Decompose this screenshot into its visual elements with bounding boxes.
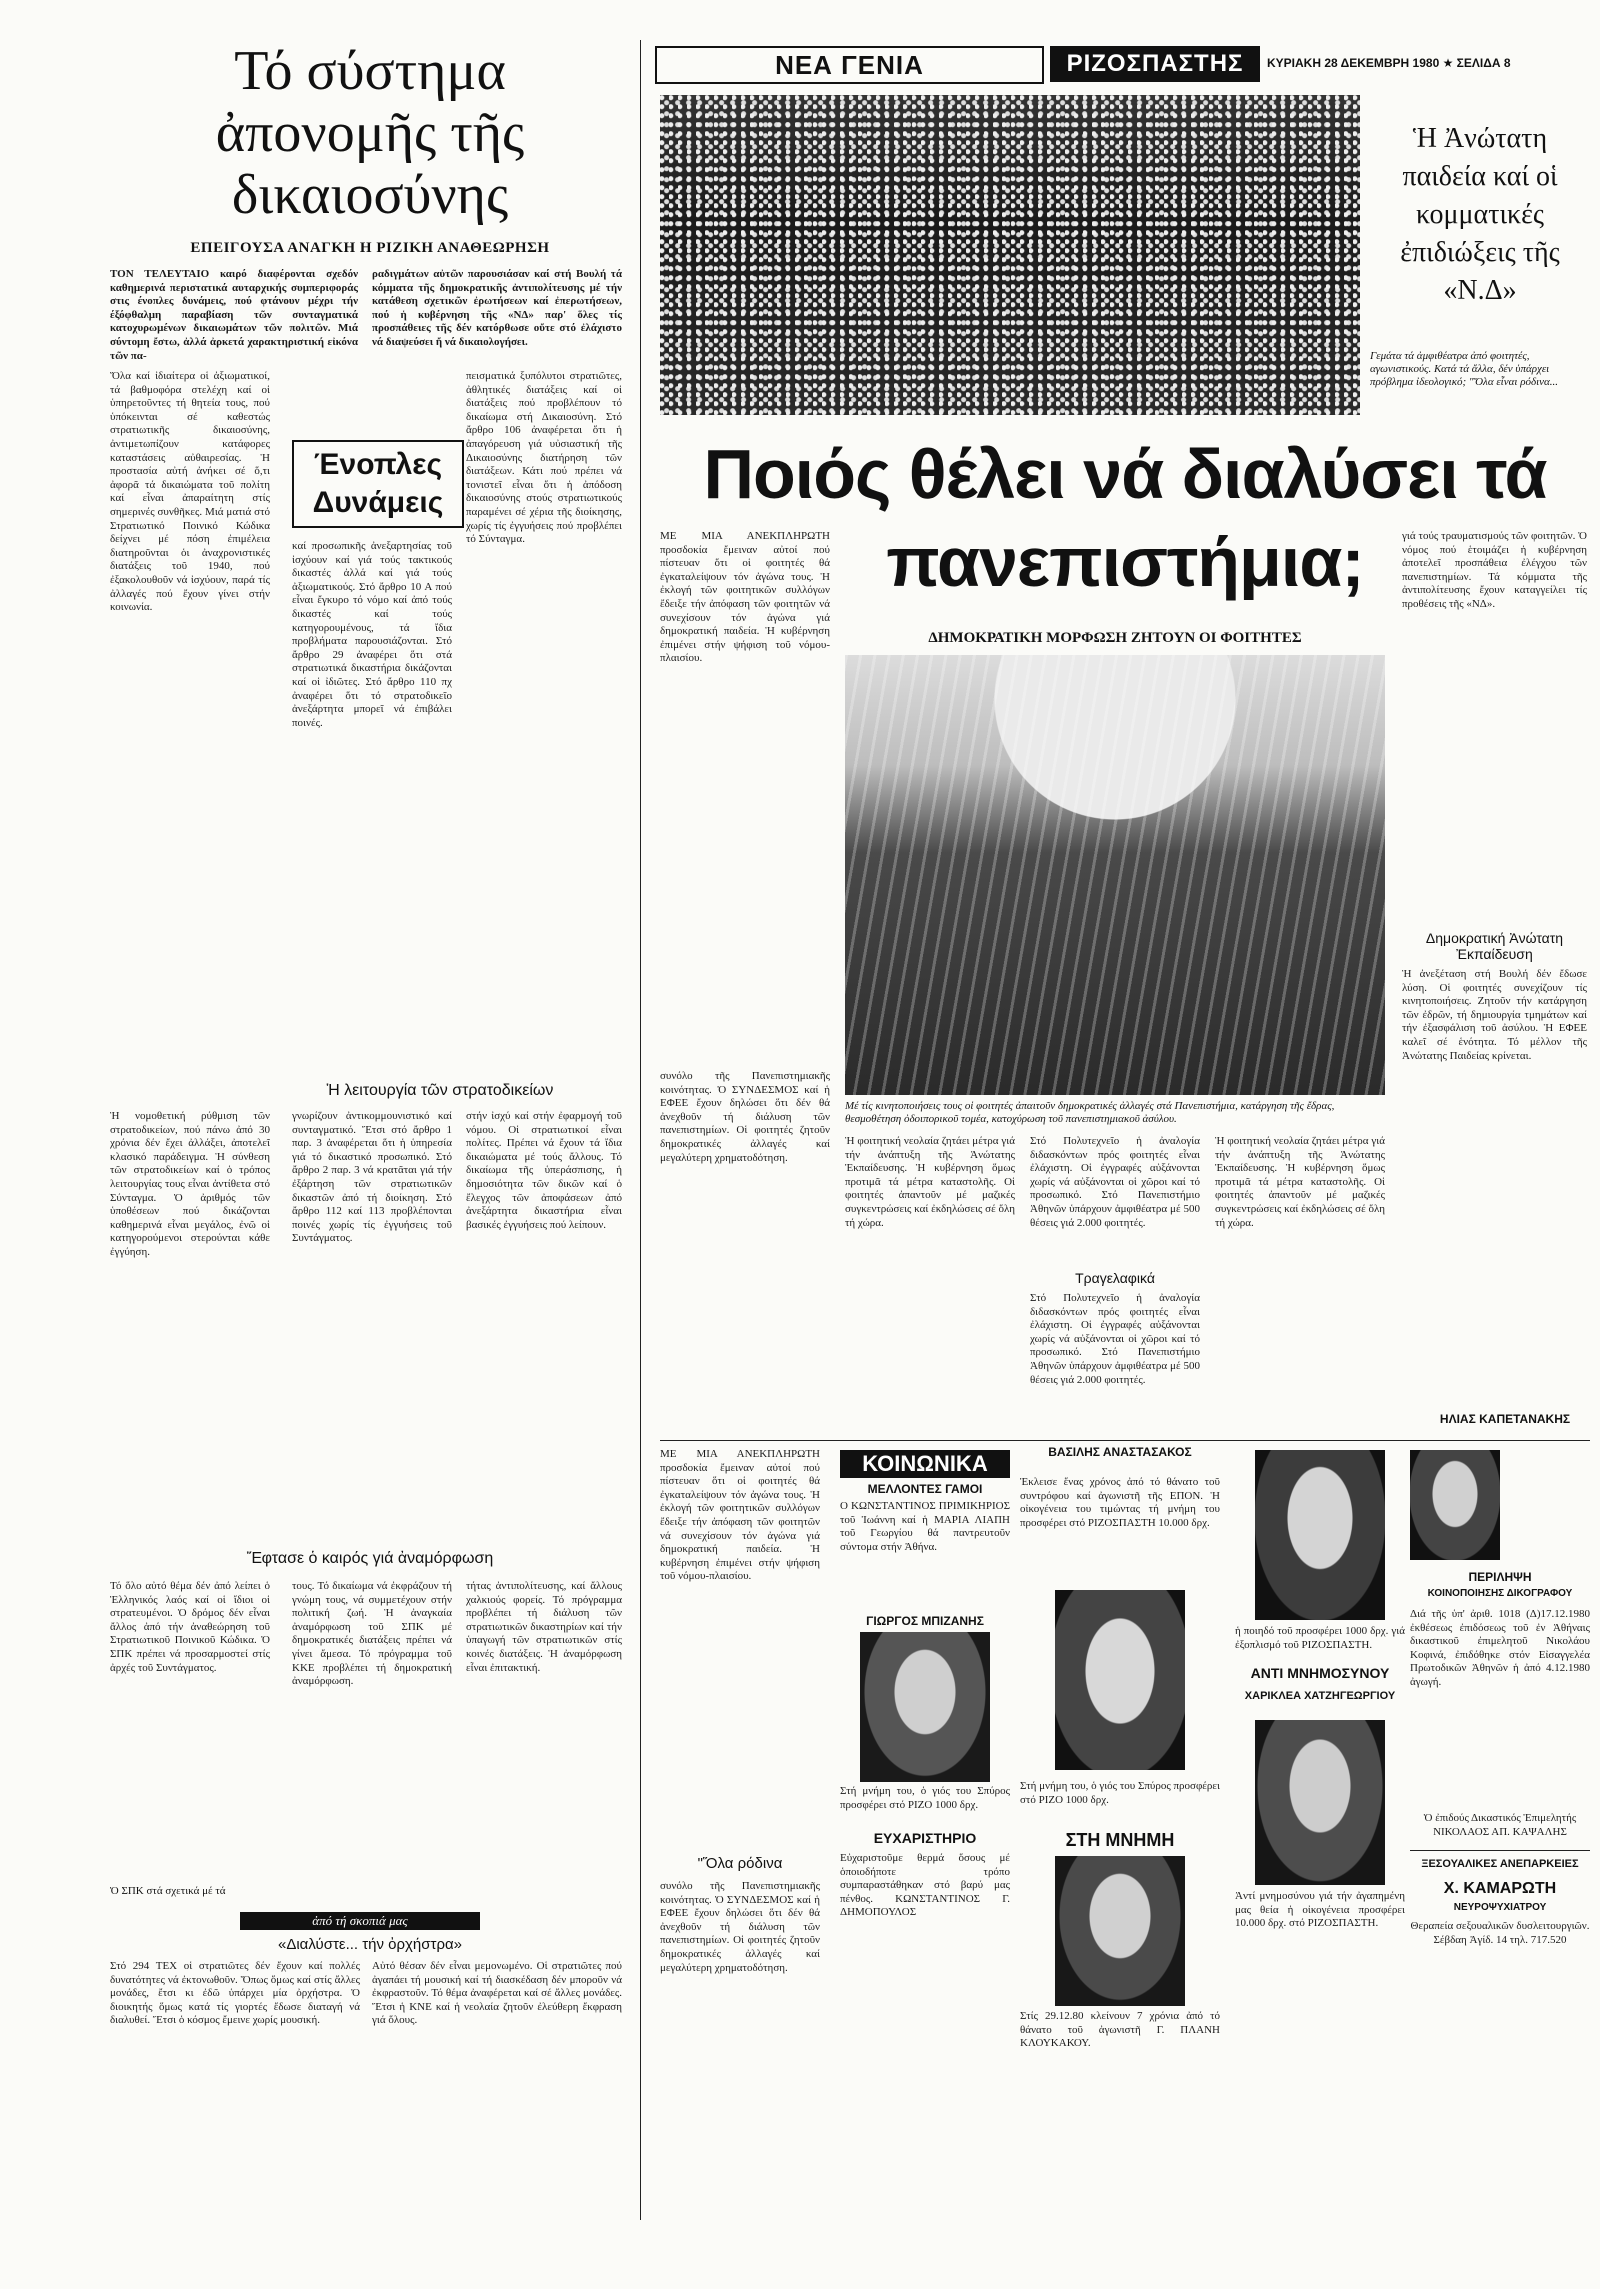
left-col-2: καί προσωπικῆς ἀνεξαρτησίας τοῦ ἰσχύουν καί γιά τούς τακτικούς δικαστές ἀλλά καί γιά τούς ἀξιωματικούς. Στό ἄρθρο 10 Α πού εἶναι ἔγκυρο τό νόμο καί ἀπό τούς δικαστές καί τούς κατηγορουμένους, τά ἴδια προβλήματα παρουσιάζονται. Στό ἄρθρο 29 ἀναφέρει ὅτι στά στρατιωτικά δικαστήρια δικάζονται καί οἱ ἰδιῶτες. Στό ἄρθρο 110 πχ ἀναφέρει ὅτι τό στρατοδικεῖο ἀνεξάρτητα μπορεῖ νά ἐπιβάλει ποινές. (292, 540, 452, 729)
clinic-rule (1410, 1850, 1590, 1851)
masthead (655, 40, 1590, 88)
paper-logo (1050, 46, 1260, 82)
column-divider (640, 40, 641, 2220)
koinonika-text: Ο ΚΩΝΣΤΑΝΤΙΝΟΣ ΠΡΙΜΙΚΗΡΙΟΣ τοῦ Ἰωάννη καί ἡ ΜΑΡΙΑ ΛΙΑΠΗ τοῦ Γεωργίου θά παντρευτοῦν σύντομα στήν Ἀθήνα. (840, 1500, 1010, 1553)
clinic-role: ΝΕΥΡΟΨΥΧΙΑΤΡΟΥ (1453, 1902, 1547, 1913)
photo-caption-top: Γεμάτα τά ἀμφιθέατρα ἀπό φοιτητές, αγωνιστικούς. Κατά τά ἄλλα, δέν ὑπάρχει πρόβλημα ἰδεολογικό; "Ὅλα εἶναι ρόδινα... (1370, 350, 1559, 388)
right-mid-1: Ἡ φοιτητική νεολαία ζητάει μέτρα γιά τήν ἀνάπτυξη τῆς Ἀνώτατης Ἐκπαίδευσης. Ἡ κυβέρνηση ὅμως προτιμᾶ τά μέτρα καταστολῆς. Οἱ φοιτητές ἀπαντοῦν μέ μαζικές συγκεντρώσεις καί ἐκδηλώσεις σέ ὅλη τή χώρα. (845, 1135, 1015, 1229)
right-mid-4: Ἡ φοιτητική νεολαία ζητάει μέτρα γιά τήν ἀνάπτυξη τῆς Ἀνώτατης Ἐκπαίδευσης. Ἡ κυβέρνηση ὅμως προτιμᾶ τά μέτρα καταστολῆς. Οἱ φοιτητές ἀπαντοῦν μέ μαζικές συγκεντρώσεις καί ἐκδηλώσεις σέ ὅλη τή χώρα. (1215, 1135, 1385, 1229)
portrait-3 (1055, 1856, 1185, 2006)
section-box (655, 46, 1044, 84)
thanks-text: Εὐχαριστοῦμε θερμά ὅσους μέ ὁποιοδήποτε τρόπο συμπαραστάθηκαν στό βαρύ μας πένθος. ΚΩΝΣΤΑΝΤΙΝΟΣ Γ. ΔΗΜΟΠΟΥΛΟΣ (840, 1852, 1010, 1919)
right-col-4: Ἡ ἀνεξέταση στή Βουλή δέν ἔδωσε λύση. Οἱ φοιτητές συνεχίζουν τίς κινητοποιήσεις. Ζητοῦν τήν κατάργηση τῶν ἐδρῶν, τή δημιουργία τμημάτων καί τήν ἐξασφάλιση τοῦ ἀσύλου. Ἡ ΕΦΕΕ καλεῖ σέ ἑνότητα. Τό μέλλον τῆς Ἀνώτατης Παιδείας κρίνεται. (1402, 968, 1587, 1062)
armed-forces-label: Ένοπλες Δυνάμεις (312, 448, 444, 519)
name2-note: Στή μνήμη του, ὁ γιός του Σπύρος προσφέρει στό ΡΙΖΟ 1000 δρχ. (1020, 1780, 1220, 1806)
right-mid-3: Στό Πολυτεχνεῖο ἡ ἀναλογία διδασκόντων πρός φοιτητές εἶναι ἐλάχιστη. Οἱ ἐγγραφές αὐξάνονται χωρίς νά αὐξάνονται οἱ χῶροι καί τό προσωπικό. Στό Πανεπιστήμιο Ἀθηνῶν ὑπάρχουν ἀμφιθέατρα μέ 500 θέσεις γιά 2.000 φοιτητές. (1030, 1292, 1200, 1386)
right-col-rosy: συνόλο τῆς Πανεπιστημιακῆς κοινότητας. Ὁ ΣΥΝΔΕΣΜΟΣ καί ἡ ΕΦΕΕ ἔχουν δηλώσει ὅτι δέν θά ἀνεχθοῦν τή διάλυση τῶν πανεπιστημίων. Οἱ φοιτητές ζητοῦν δημοκρατικές ἀλλαγές καί μεγαλύτερη χρηματοδότηση. (660, 1880, 820, 1974)
left-col-1b: Ἡ νομοθετική ρύθμιση τῶν στρατοδικείων, πού πάνω ἀπό 30 χρόνια δέν ἔχει ἀλλάξει, ἀποτελεῖ κλασικό παράδειγμα. Ἡ σύνθεση τῶν στρατοδικείων καί ὁ τρόπος λειτουργίας τους εἶναι ἀντίθετα στό Σύνταγμα. Ὁ ἀριθμός τῶν ὑποθέσεων πού δικάζονται καθημερινά εἶναι μεγάλος, ἐνῶ οἱ κατηγορούμενοι στερούνται κάθε ἐγγύηση. (110, 1110, 270, 1258)
portrait-5 (1255, 1720, 1385, 1885)
clinic-name: Χ. ΚΑΜΑΡΩΤΗ (1443, 1880, 1557, 1897)
periodic-title: ΠΕΡΙΛΗΨΗ (1468, 1570, 1532, 1584)
section-label: ΝΕΑ ΓΕΝΙΑ (775, 50, 924, 80)
perspective-strip (240, 1912, 480, 1930)
thanks-title: ΕΥΧΑΡΙΣΤΗΡΙΟ (873, 1830, 977, 1846)
left-subtitle: ΕΠΕΙΓΟΥΣΑ ΑΝΑΓΚΗ Η ΡΙΖΙΚΗ ΑΝΑΘΕΩΡΗΣΗ (190, 240, 550, 256)
periodic-sub: ΚΟΙΝΟΠΟΙΗΣΗΣ ΔΙΚΟΓΡΑΦΟΥ (1427, 1588, 1573, 1599)
memory-title: ΣΤΗ ΜΝΗΜΗ (1065, 1830, 1175, 1850)
left-col-3c: τήτας ἀντιπολίτευσης, καί ἄλλους χαλκιούς φορείς. Τό πρόγραμμα προβλέπει τή διάλυση τῶν στρατιωτικῶν δικαστηρίων καί τήν ὑπαγωγή τῶν στρατιωτικῶν στίς κοινές διατάξεις. Ἡ ἀναμόρφωση εἶναι ἐπιτακτική. (466, 1580, 622, 1674)
clinic-addr: Θεραπεία σεξουαλικῶν δυσλειτουργιῶν. Σέβδαη Ἀγίδ. 14 τηλ. 717.520 (1410, 1920, 1590, 1946)
koinonika-title: ΚΟΙΝΩΝΙΚΑ (840, 1450, 1010, 1478)
article-left (110, 40, 630, 2240)
left-col-2c: τους. Τό δικαίωμα νά ἐκφράζουν τή γνώμη τους, νά συμμετέχουν στήν πολιτική ζωή. Ἡ ἀναγκαία ἀναμόρφωση τοῦ ΣΠΚ μέ δημοκρατικές διατάξεις πρέπει νά γίνει ἄμεσα. Τό πρόγραμμα τοῦ ΚΚΕ προβλέπει τή δημοκρατική ἀναμόρφωση. (292, 1580, 452, 1688)
name1-note: Στή μνήμη του, ὁ γιός του Σπύρος προσφέρει στό ΡΙΖΟ 1000 δρχ. (840, 1785, 1010, 1811)
left-col-1: Ὅλα καί ἰδιαίτερα οἱ ἀξιωματικοί, τά βαθμοφόρα στελέχη καί οἱ ὑπηρετοῦντες τή θητεία τους, πού ὑπόκεινται σέ καθεστώς στρατιωτικῆς δικαιοσύνης, ἀντιμετωπίζουν κατάφορες καταστάσεις αὐθαιρεσίας. Ἡ προστασία αὐτή ἀνήκει σέ ὅ,τι ἀφορᾶ τά δικαιώματα τοῦ πολίτη καί εἶναι ἀπαραίτητη στίς σημερινές συνθῆκες. Μιά ματιά στό Στρατιωτικό Ποινικό Κώδικα δείχνει μέ πόση ἐπιμέλεια διατηροῦνται ὁι ἀναχρονιστικές διατάξεις τοῦ 1940, πού ἐξακολουθοῦν νά ἰσχύουν, παρά τίς ἀλλαγές πού ἔχουν γίνει στήν κοινωνία. (110, 370, 270, 614)
left-lead-2: ραδιγμάτων αὐτῶν παρουσιάσαν καί στή Βουλή τά κόμματα τῆς δημοκρατικῆς ἀντιπολίτευσης μέ τήν κατάθεση σχετικῶν ἐρωτήσεων καί ἐπερωτήσεων, πού ἡ κυβέρνηση τῆς «ΝΔ» παρ' ὅλες τίς προσπάθειες τῆς δέν κατόρθωσε οὔτε στό ἐλάχιστο νά διαψεύσει ἤ νά δικαιολογήσει. (372, 268, 622, 348)
right-photo-note: ἡ ποιηδό τοῦ προσφέρει 1000 δρχ. γιά ἐξοπλισμό τοῦ ΡΙΖΟΣΠΑΣΤΗ. (1235, 1625, 1405, 1651)
left-lead-1: ΤΟΝ ΤΕΛΕΥΤΑΙΟ καιρό διαφέρονται σχεδόν καθημερινά περιστατικά αυταρχικής συμπεριφοράς στις ένοπλες δυνάμεις, πού φτάνουν μέχρι τήν έξόφθαλμη παραβίαση τῶν συνταγματικά κατοχυρωμένων δικαιωμάτων τῶν πολιτῶν. Μιά σύντομη ἔστω, ἀλλά ἀρκετά χαρακτηριστική εἰκόνα τῶν πα- (110, 268, 358, 362)
portrait-1 (860, 1632, 990, 1782)
left-col-1d: Στό 294 ΤΕΧ οἱ στρατιῶτες δέν ἔχουν καί πολλές δυνατότητες νά ἐκτονωθοῦν. Ὅπως ὅμως καί στίς ἄλλες μονάδες, ἔτσι κι ἐδῶ ὑπάρχει μία ὀρχήστρα. Ὁ διοικητής ὅμως κατά τίς γιορτές ἔδωσε διαταγή νά διαλυθεί. Ἔτσι ὁ κόσμος ἔμεινε χωρίς μουσική. (110, 1960, 360, 2027)
main-headline: Ποιός θέλει νά διαλύσει τά πανεπιστήμια; (703, 435, 1547, 601)
name2-text: Ἐκλεισε ἕνας χρόνος ἀπό τό θάνατο τοῦ συντρόφου καί ἀγωνιστῆ τῆς ΕΠΟΝ. Ἡ οἰκογένεια του τιμώντας τή μνήμη του προσφέρει στό ΡΙΖΟΣΠΑΣΤΗ 10.000 δρχ. (1020, 1476, 1220, 1529)
right-col-3: γιά τούς τραυματισμούς τῶν φοιτητῶν. Ὁ νόμος πού ἑτοιμάζει ἡ κυβέρνηση ἀποτελεῖ προσπάθεια ἐλέγχου τῶν πανεπιστημίων. Τά κόμματα τῆς ἀντιπολίτευσης ἔχουν καταγγείλει τίς προθέσεις τῆς «ΝΔ». (1402, 530, 1587, 610)
periodic-text: Διά τῆς ὑπ' ἀριθ. 1018 (Δ)17.12.1980 ἐκθέσεως ἐπιδόσεως τοῦ ἐν Ἀθήναις δικαστικοῦ ἐπιμελητοῦ Νικολάου Κοφινά, ἐπιδόθηκε στόν Εἰσαγγελέα Πρωτοδικῶν Ἀθηνῶν ἡ ἀπό 4.12.1980 ἀγωγή. (1410, 1608, 1590, 1688)
right-col-2: συνόλο τῆς Πανεπιστημιακῆς κοινότητας. Ὁ ΣΥΝΔΕΣΜΟΣ καί ἡ ΕΦΕΕ ἔχουν δηλώσει ὅτι δέν θά ἀνεχθοῦν τή διάλυση τῶν πανεπιστημίων. Οἱ φοιτητές ζητοῦν δημοκρατικές ἀλλαγές καί μεγαλύτερη χρηματοδότηση. (660, 1070, 830, 1164)
left-col-2b: γνωρίζουν ἀντικομμουνιστικό καί συνταγματικό. Ἔτσι στό ἄρθρο 1 παρ. 3 ἀναφέρεται ὅτι ἡ ὑπηρεσία γιά τό δικαστικό προσωπικό. Στό ἄρθρο 2 παρ. 3 νά κρατᾶται γιά τήν ἐξάρτηση τῶν στρατιωτικῶν δικαστῶν ἀπό τή διοίκηση. Στό ἄρθρο 112 καί 113 προβλέπονται ποινές χωρίς τίς ἐγγυήσεις τοῦ Συντάγματος. (292, 1110, 452, 1245)
photo-demonstration (845, 655, 1385, 1095)
clinic-title: ΞΕΣΟΥΑΛΙΚΕΣ ΑΝΕΠΑΡΚΕΙΕΣ (1421, 1858, 1579, 1870)
name1: ΓΙΩΡΓΟΣ ΜΠΙΖΑΝΗΣ (866, 1614, 984, 1628)
side-title: Ἡ Ἀνώτατη παιδεία καί οἱ κομματικές ἐπιδιώξεις τῆς «Ν.Δ» (1400, 123, 1560, 306)
anti-title: ΑΝΤΙ ΜΝΗΜΟΣΥΝΟΥ (1250, 1665, 1390, 1681)
right-col-1: ΜΕ ΜΙΑ ΑΝΕΚΠΛΗΡΩΤΗ προσδοκία ἔμειναν αὐτοί πού πίστευαν ὅτι οἱ φοιτητές θά ἐγκαταλείψουν τόν ἀγώνα τους. Ἡ ἐκλογή τῶν φοιτητικῶν συλλόγων ἔδειξε τήν ἀπόφαση τῶν φοιτητῶν νά συνεχίσουν τόν ἀγώνα γιά δημοκρατική παιδεία. Ἡ κυβέρνηση ἐπιμένει στήν ψήφιση τοῦ νόμου-πλαισίου. (660, 530, 830, 665)
date-page: ΚΥΡΙΑΚΗ 28 ΔΕΚΕΜΒΡΗ 1980 ★ ΣΕΛΙΔΑ 8 (1267, 56, 1511, 70)
photo-caption-mid: Μέ τίς κινητοποιήσεις τους οἱ φοιτητές ἀπαιτοῦν δημοκρατικές ἀλλαγές στά Πανεπιστήμια, κατάργηση τῆς ἔδρας, θεσμοθέτηση ὀδοιπορικοῦ τομέα, κατοχύρωση τοῦ πανεπιστημιακοῦ ἀσύλου. (845, 1100, 1335, 1125)
author: ΗΛΙΑΣ ΚΑΠΕΤΑΝΑΚΗΣ (1439, 1412, 1571, 1426)
perspective-strip-label: ἀπό τή σκοπιά μας (312, 1913, 408, 1928)
subhead-democratic: Δημοκρατική Ἀνώτατη Ἐκπαίδευση (1425, 930, 1564, 962)
right-col-lower: ΜΕ ΜΙΑ ΑΝΕΚΠΛΗΡΩΤΗ προσδοκία ἔμειναν αὐτοί πού πίστευαν ὅτι οἱ φοιτητές θά ἐγκαταλείψουν τόν ἀγώνα τους. Ἡ ἐκλογή τῶν φοιτητικῶν συλλόγων ἔδειξε τήν ἀπόφαση τῶν φοιτητῶν νά συνεχίσουν τόν ἀγώνα γιά δημοκρατική παιδεία. Ἡ κυβέρνηση ἐπιμένει στήν ψήφιση τοῦ νόμου-πλαισίου. (660, 1448, 820, 1583)
left-title: Τό σύστημα ἀπονομῆς τῆς δικαιοσύνης (215, 40, 525, 226)
main-subtitle: ΔΗΜΟΚΡΑΤΙΚΗ ΜΟΡΦΩΣΗ ΖΗΤΟΥΝ ΟΙ ΦΟΙΤΗΤΕΣ (928, 630, 1302, 646)
left-col-2d: Αὐτό θέσαν δέν εἶναι μεμονωμένο. Οἱ στρατιῶτες πού ἀγαπάει τή μουσική καί τή διασκέδαση δέν μποροῦν νά ἐκφραστοῦν. Τό θέμα ἀναφέρεται καί σέ ἄλλες μονάδες. Ἔτσι ἡ ΚΝΕ καί ἡ νεολαία ζητοῦν ἐλεύθερη ἔκφραση γιά ὅλους. (372, 1960, 622, 2027)
left-signoff: Ὁ ΣΠΚ στά σχετικά μέ τά (110, 1885, 226, 1897)
portrait-2 (1055, 1590, 1185, 1770)
anti-name: ΧΑΡΙΚΛΕΑ ΧΑΤΖΗΓΕΩΡΓΙΟΥ (1244, 1690, 1396, 1702)
photo-lecture-hall (660, 95, 1360, 415)
anti-text: Ἀντί μνημοσύνου γιά τήν ἀγαπημένη μας θεία ἡ οἰκογένεια προσφέρει 10.000 δρχ. στό ΡΙΖΟΣΠΑΣΤΗ. (1235, 1890, 1405, 1930)
paper-logo-text: ΡΙΖΟΣΠΑΣΤΗΣ (1066, 50, 1244, 77)
memory-text: Στίς 29.12.80 κλείνουν 7 χρόνια ἀπό τό θάνατο τοῦ ἀγωνιστῆ Γ. ΠΛΑΝΗ ΚΛΟΥΚΑΚΟΥ. (1020, 2010, 1220, 2050)
subhead-rosy: "Ὅλα ρόδινα (697, 1855, 783, 1872)
left-col-1c: Τό ὅλο αὐτό θέμα δέν ἀπό λείπει ὁ Ἑλληνικός λαός καί οἱ ἴδιοι οἱ στρατευμένοι. Ὁ δρόμος δέν εἶναι ἄλλος ἀπό τήν ἀναθεώρηση τοῦ Στρατιωτικοῦ Ποινικοῦ Κώδικα. Ὁ ΣΠΚ πρέπει νά προσαρμοστεί στίς ἀρχές τοῦ Συντάγματος. (110, 1580, 270, 1674)
name2: ΒΑΣΙΛΗΣ ΑΝΑΣΤΑΣΑΚΟΣ (1048, 1445, 1192, 1459)
subhead-travel: Τραγελαφικά (1075, 1270, 1155, 1286)
subhead-reform: Ἔφτασε ὁ καιρός γιά ἀναμόρφωση (246, 1550, 494, 1567)
left-col-3b: στήν ἰσχύ καί στήν ἐφαρμογή τοῦ νόμου. Οἱ στρατιωτικοί εἶναι πολίτες. Πρέπει νά ἔχουν τά ἴδια δικαιώματα μέ τούς ἄλλους. Τό δικαίωμα τῆς ὑπεράσπισης, ἡ δημοσιότητα τῶν δικῶν καί ὁ ἔλεγχος τῶν ἀποφάσεων ἀπό ἀνεξάρτητα δικαστήρια εἶναι βασικές ἐγγυήσεις πού λείπουν. (466, 1110, 622, 1231)
koinonika-sub: ΜΕΛΛΟΝΤΕΣ ΓΑΜΟΙ (867, 1482, 983, 1496)
left-col-3: πεισματικά ξυπόλυτοι στρατιῶτες, ἀθλητικές διατάξεις καί οἱ διατάξεις πού προβλέπουν τό δικαίωμα στή Δικαιοσύνη. Στό ἄρθρο 106 ἀναφέρεται ὅτι ἡ ἀπαγόρευση γιά υὐσιαστική τῆς Δικαιοσύνης διατήρηση τῶν διατάξεων. Κάτι πού πρέπει νά τονιστεῖ εἶναι ὅτι ἡ ἀπόδοση δικαιοσύνης στούς στρατιωτικούς παραμένει σέ χέρια τῆς διοίκησης, χωρίς τίς ἐγγυήσεις πού προβλέπει τό Σύνταγμα. (466, 370, 622, 546)
subhead-orchestra: «Διαλύστε... τήν ὀρχήστρα» (277, 1936, 462, 1953)
armed-forces-box (292, 440, 464, 528)
subhead-courts: Ἡ λειτουργία τῶν στρατοδικείων (326, 1082, 554, 1099)
periodic-sign: Ὁ ἐπιδούς Δικαστικός Ἐπιμελητής ΝΙΚΟΛΑΟΣ ΑΠ. ΚΑΨΑΛΗΣ (1423, 1812, 1577, 1838)
portrait-4 (1255, 1450, 1385, 1620)
section-rule (660, 1440, 1590, 1441)
portrait-6 (1410, 1450, 1500, 1560)
right-mid-2: Στό Πολυτεχνεῖο ἡ ἀναλογία διδασκόντων πρός φοιτητές εἶναι ἐλάχιστη. Οἱ ἐγγραφές αὐξάνονται χωρίς νά αὐξάνονται οἱ χῶροι καί τό προσωπικό. Στό Πανεπιστήμιο Ἀθηνῶν ὑπάρχουν ἀμφιθέατρα μέ 500 θέσεις γιά 2.000 φοιτητές. (1030, 1135, 1200, 1229)
